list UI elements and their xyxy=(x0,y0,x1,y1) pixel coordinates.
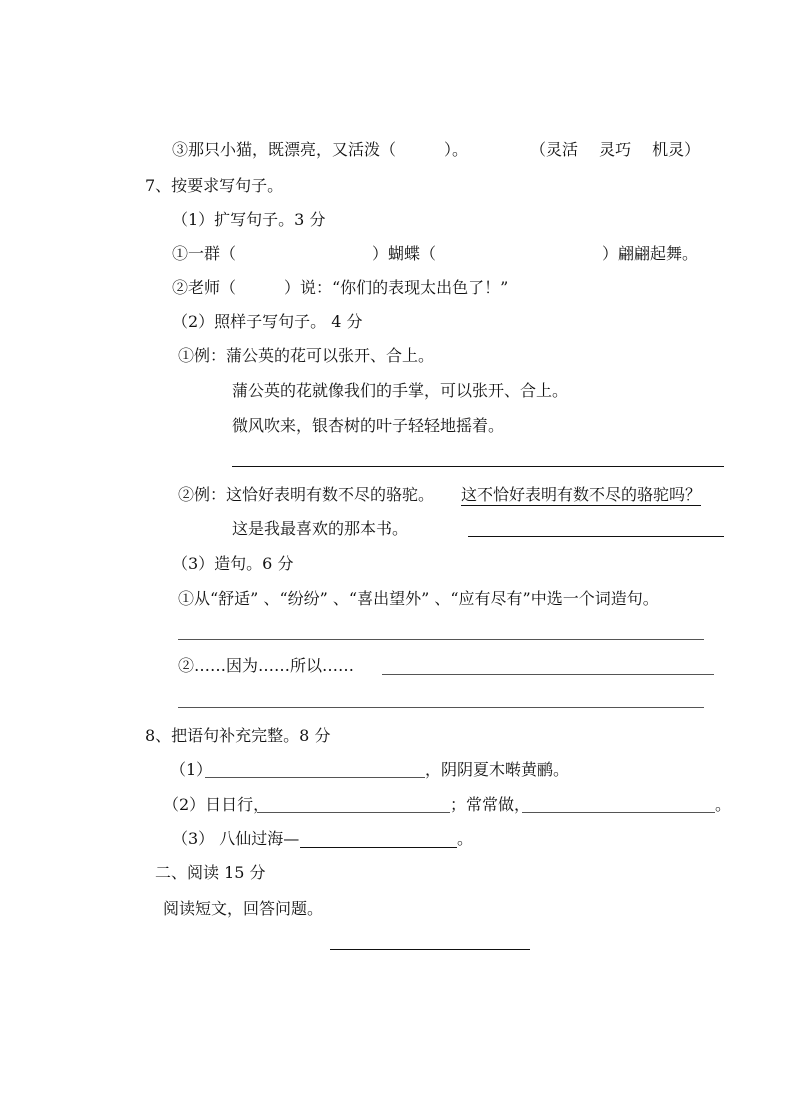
q7-part3-item2: ②……因为……所以…… xyxy=(178,656,355,675)
answer-line-part3-item2-b[interactable] xyxy=(178,707,704,708)
q7-part2-heading: （2）照样子写句子。 4 分 xyxy=(172,312,363,331)
answer-line-q8-item3[interactable] xyxy=(300,847,457,848)
section2-title: 二、阅读 15 分 xyxy=(155,863,266,882)
q7-part1-s1-a: ①一群（ xyxy=(172,244,237,263)
q7-part2-ex1-label: ①例：蒲公英的花可以张开、合上。 xyxy=(178,346,435,365)
q7-title: 7、按要求写句子。 xyxy=(145,176,284,195)
answer-line-part3-item2-a[interactable] xyxy=(382,674,714,675)
q8-item2-tail: 。 xyxy=(715,795,732,814)
passage-title-line[interactable] xyxy=(330,949,530,950)
q7-part1-s1-b: ）蝴蝶（ xyxy=(372,244,437,263)
q7-part2-ex2-model: 这不恰好表明有数不尽的骆驼吗？ xyxy=(461,485,702,504)
q8-item3-tail: 。 xyxy=(457,829,474,848)
q7-part2-ex2-label: ②例：这恰好表明有数不尽的骆驼。 xyxy=(178,485,435,504)
q7-part1-heading: （1）扩写句子。3 分 xyxy=(172,210,326,229)
answer-line-q8-item1[interactable] xyxy=(205,777,425,778)
q7-part2-ex1-model: 蒲公英的花就像我们的手掌，可以张开、合上。 xyxy=(232,381,569,400)
q7-part3-heading: （3）造句。6 分 xyxy=(172,554,294,573)
q8-item1-label: （1） xyxy=(170,760,213,779)
answer-line-ex1[interactable] xyxy=(232,466,724,467)
q7-part3-item1: ①从“舒适” 、“纷纷” 、“喜出望外” 、“应有尽有”中选一个词造句。 xyxy=(178,589,659,608)
q8-item1-tail: ，阴阴夏木啭黄鹂。 xyxy=(425,760,570,779)
answer-line-q8-item2-b[interactable] xyxy=(522,812,715,813)
answer-line-q8-item2-a[interactable] xyxy=(257,812,450,813)
q7-part2-ex2-task: 这是我最喜欢的那本书。 xyxy=(232,519,409,538)
section2-instruction: 阅读短文，回答问题。 xyxy=(163,899,324,918)
answer-line-part3-item1[interactable] xyxy=(178,639,704,640)
q8-item3-label: （3） 八仙过海— xyxy=(172,829,300,848)
q6-options: （灵活 灵巧 机灵） xyxy=(530,140,701,159)
q7-part2-ex1-task: 微风吹来，银杏树的叶子轻轻地摇着。 xyxy=(232,416,505,435)
q8-item2-mid: ；常常做， xyxy=(450,795,531,814)
q7-part1-s2: ②老师（ ）说：“你们的表现太出色了！” xyxy=(172,278,509,297)
q8-title: 8、把语句补充完整。8 分 xyxy=(145,726,331,745)
q6-item-3: ③那只小猫，既漂亮，又活泼（ ）。 xyxy=(172,140,469,159)
answer-line-ex2[interactable] xyxy=(468,536,724,537)
q8-item2-label: （2）日日行， xyxy=(163,795,270,814)
q7-part1-s1-c: ）翩翩起舞。 xyxy=(602,244,699,263)
